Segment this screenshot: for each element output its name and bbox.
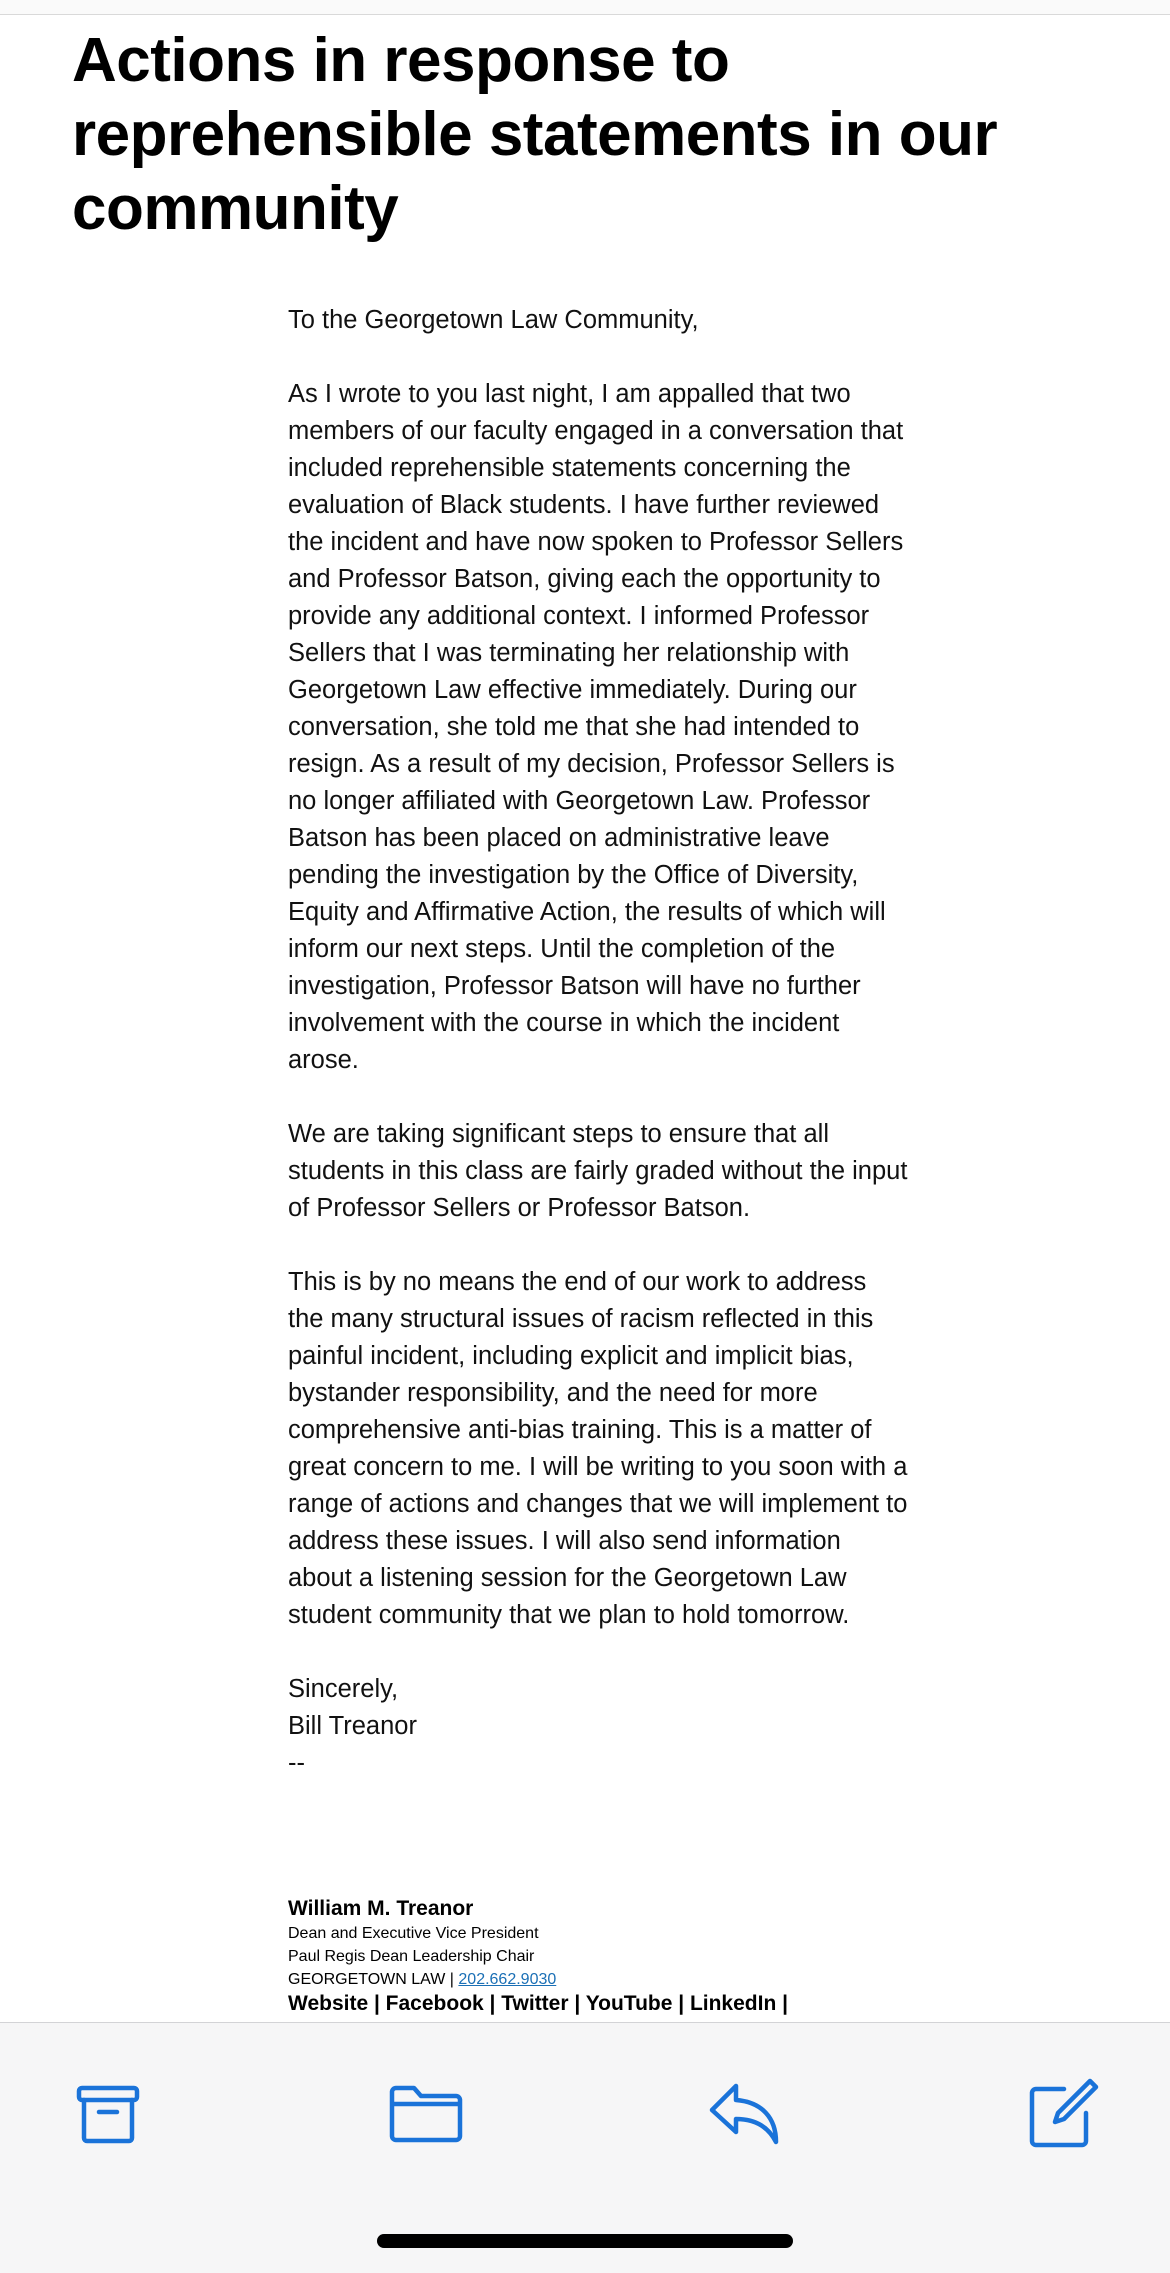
greeting: To the Georgetown Law Community, — [288, 306, 699, 334]
body-paragraph: We are taking significant steps to ensure that all students in this class are fairly graded without the input of Professor Sellers or Professor Batson. — [288, 1120, 908, 1222]
email-body — [288, 302, 908, 1782]
reply-button[interactable] — [704, 2073, 784, 2153]
signature-org: GEORGETOWN LAW | — [288, 1971, 459, 1988]
sender-short-name: Bill Treanor — [288, 1712, 417, 1740]
signature-block — [288, 1896, 988, 2017]
compose-button[interactable] — [1022, 2073, 1102, 2153]
home-indicator[interactable] — [377, 2234, 793, 2248]
signature-links[interactable]: Website | Facebook | Twitter | YouTube | LinkedIn | — [288, 1992, 788, 2015]
signature-title: Paul Regis Dean Leadership Chair — [288, 1948, 535, 1965]
closing: Sincerely, — [288, 1675, 399, 1703]
archive-button[interactable] — [68, 2073, 148, 2153]
signature-name: William M. Treanor — [288, 1897, 474, 1920]
folder-icon — [386, 2078, 466, 2148]
signature-separator: -- — [288, 1749, 305, 1777]
email-subject: Actions in response to reprehensible statements in our community — [72, 26, 998, 243]
phone-link[interactable]: 202.662.9030 — [458, 1971, 557, 1988]
body-paragraph: This is by no means the end of our work to address the many structural issues of racism reflected in this painful incident, including explicit and implicit bias, bystander responsibility, and the need for more comprehensive anti-bias training. This is a matter of great concern to me. I will be writing to you soon with a range of actions and changes that we will implement to address these issues. I will also send information about a listening session for the Georgetown Law student community that we plan to hold tomorrow. — [288, 1268, 908, 1629]
signature-org-line — [288, 1968, 988, 1991]
move-to-folder-button[interactable] — [386, 2073, 466, 2153]
reply-icon — [706, 2078, 782, 2148]
archive-icon — [73, 2078, 143, 2148]
compose-icon — [1024, 2075, 1100, 2151]
top-edge — [0, 0, 1170, 15]
body-paragraph: As I wrote to you last night, I am appalled that two members of our faculty engaged in a conversation that included reprehensible statements concerning the evaluation of Black students. I have further reviewed the incident and have now spoken to Professor Sellers and Professor Batson, giving each the opportunity to provide any additional context. I informed Professor Sellers that I was terminating her relationship with Georgetown Law effective immediately. During our conversation, she told me that she had intended to resign. As a result of my decision, Professor Sellers is no longer affiliated with Georgetown Law. Professor Batson has been placed on administrative leave pending the investigation by the Office of Diversity, Equity and Affirmative Action, the results of which will inform our next steps. Until the completion of the investigation, Professor Batson will have no further involvement with the course in which the incident arose. — [288, 380, 904, 1074]
signature-title: Dean and Executive Vice President — [288, 1925, 539, 1942]
